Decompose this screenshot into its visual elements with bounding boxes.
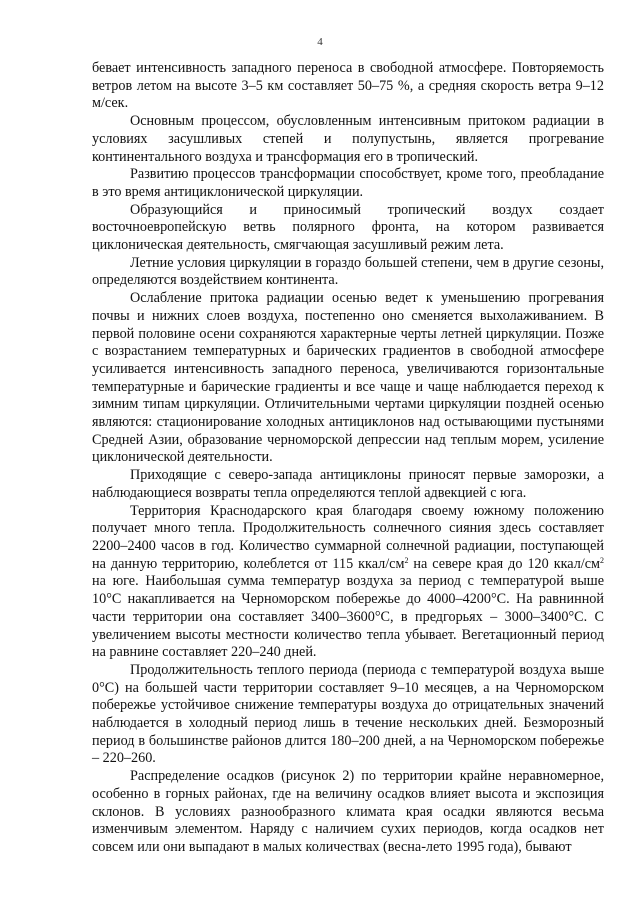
- paragraph-heat-part: на юге. Наибольшая сумма температур воздуха за период с температурой выше 10°С накапливается на Черноморском побережье до 4000–4200°С. На равнинной части территории она составляет 3400–3600°С, в предгорьях – 3000–3400°С. С увеличением высоты местности количество тепла убывает. Вегетационный период на равнине составляет 220–240 дней.: [92, 573, 604, 661]
- paragraph: Ослабление притока радиации осенью ведет к уменьшению прогревания почвы и нижних слоев воздуха, постепенно оно сменяется выхолаживанием. В первой половине осени сохраняются характерные черты летней циркуляции. Позже с возрастанием температурных и барических градиентов в свободной атмосфере усиливается интенсивность западного переноса, увеличиваются горизонтальные температурные и барические градиенты и все чаще и чаще наблюдается переход к зимним типам циркуляции. Отличительными чертами циркуляции поздней осенью являются: стационирование холодных антициклонов над остывающими пустынями Средней Азии, образование черноморской депрессии над теплым морем, усиление циклонической деятельности.: [92, 290, 604, 466]
- paragraph: Развитию процессов трансформации способствует, кроме того, преобладание в это время антициклонической циркуляции.: [92, 166, 604, 200]
- paragraph: Продолжительность теплого периода (периода с температурой воздуха выше 0°С) на большей части территории составляет 9–10 месяцев, а на Черноморском побережье устойчивое снижение температуры воздуха до отрицательных значений наблюдается в холодный период лишь в течение нескольких дней. Безморозный период в большинстве районов длится 180–200 дней, а на Черноморском побережье – 220–260.: [92, 661, 604, 767]
- superscript: 2: [404, 555, 409, 565]
- paragraph: Распределение осадков (рисунок 2) по территории крайне неравномерное, особенно в горных районах, где на величину осадков влияет высота и экспозиция склонов. В условиях разнообразного климата края осадки являются весьма изменчивым элементом. Наряду с наличием сухих периодов, когда осадков нет совсем или они выпадают в малых количествах (весна-лето 1995 года), бывают: [92, 768, 604, 855]
- paragraph-continuation: бевает интенсивность западного переноса в свободной атмосфере. Повторяемость ветров летом на высоте 3–5 км составляет 50–75 %, а средняя скорость ветра 9–12 м/сек.: [92, 60, 604, 112]
- paragraph: Летние условия циркуляции в гораздо большей степени, чем в другие сезоны, определяются воздействием континента.: [92, 254, 604, 289]
- superscript: 2: [600, 555, 605, 565]
- paragraph-heat: [92, 503, 604, 662]
- body-text: [92, 60, 604, 857]
- paragraph-heat-part: Территория Краснодарского края благодаря своему южному положению получает много тепла. Продолжительность солнечного сияния здесь составляет 2200–2400 часов в год. Количество суммарной солнечной радиации, поступающей на данную территорию, колеблется от 115 ккал/см: [92, 502, 604, 572]
- paragraph: Образующийся и приносимый тропический воздух создает восточноевропейскую ветвь полярного фронта, на котором развивается циклоническая деятельность, смягчающая засушливый режим лета.: [92, 201, 604, 254]
- paragraph: Приходящие с северо-запада антициклоны приносят первые заморозки, а наблюдающиеся возвраты тепла определяются теплой адвекцией с юга.: [92, 467, 604, 501]
- paragraph: Основным процессом, обусловленным интенсивным притоком радиации в условиях засушливых степей и полупустынь, является прогревание континентального воздуха и трансформация его в тропический.: [92, 113, 604, 165]
- paragraph-heat-part: на севере края до 120 ккал/см: [408, 555, 601, 572]
- page-number: 4: [317, 36, 323, 48]
